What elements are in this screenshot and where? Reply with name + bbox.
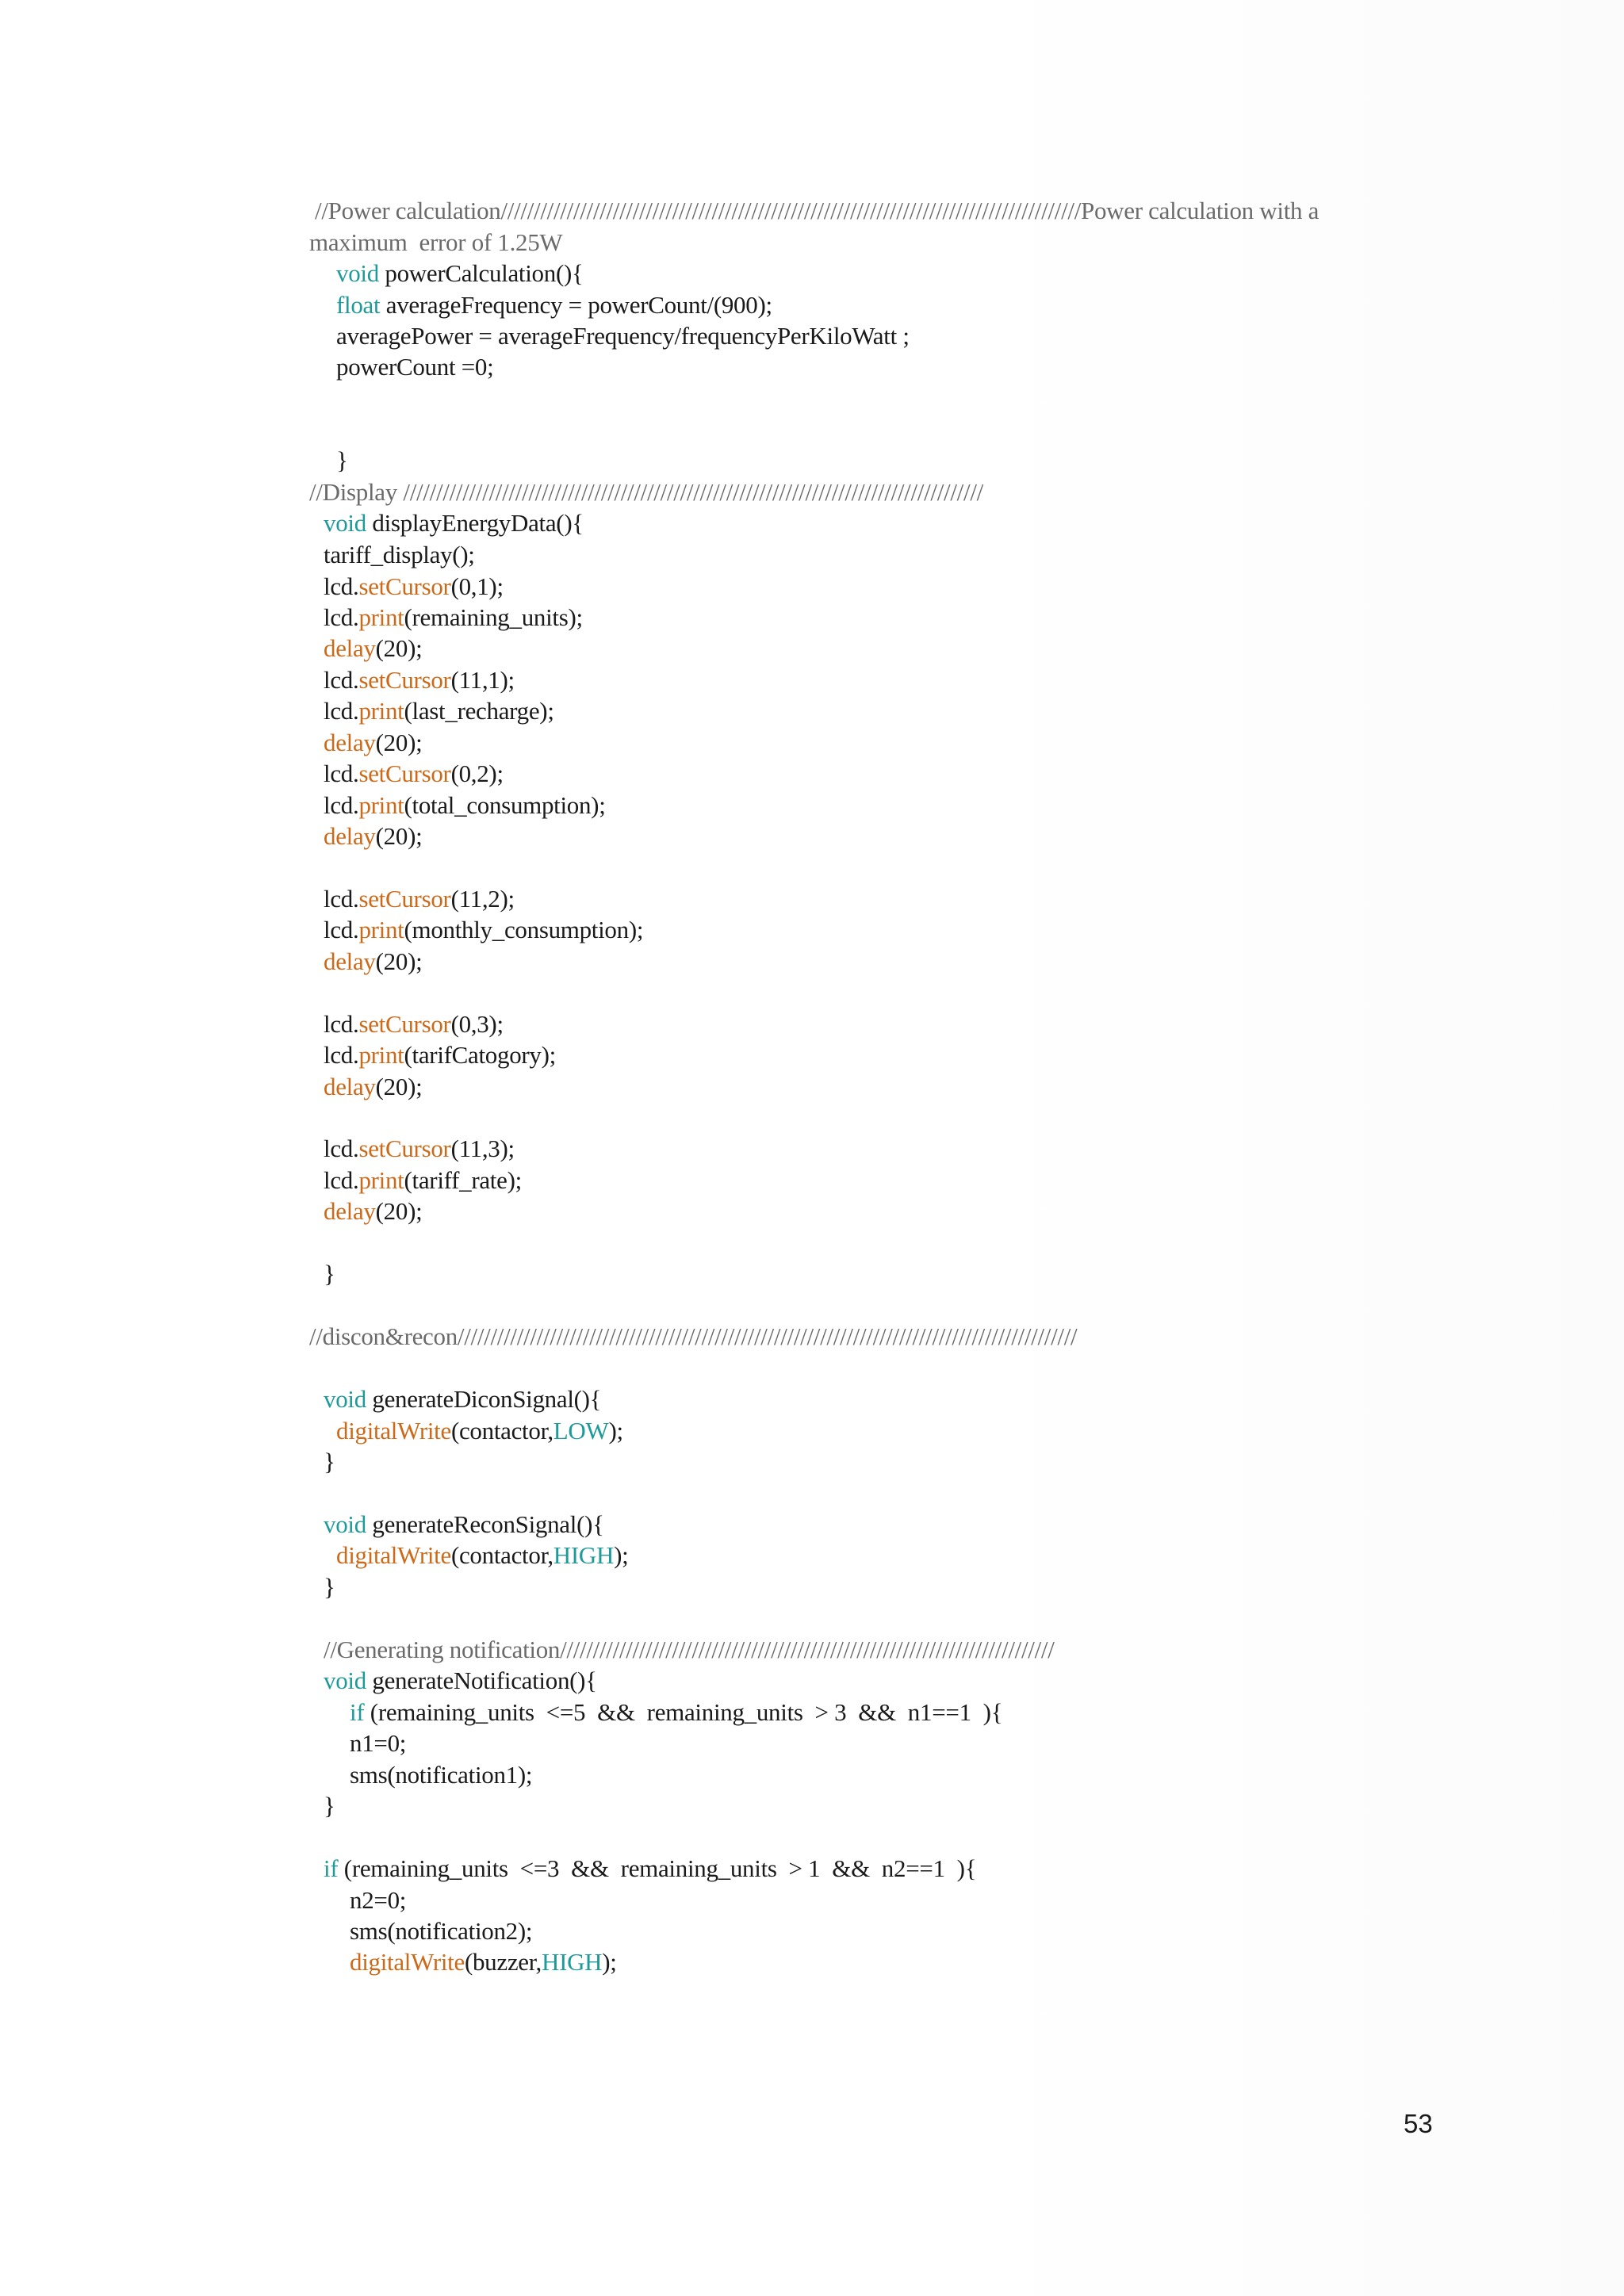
code-text: averageFrequency = powerCount/(900); [380, 291, 772, 319]
code-text: (tariff_rate); [404, 1166, 522, 1194]
code-function: setCursor [358, 1135, 451, 1162]
code-text: n1=0; [350, 1729, 407, 1757]
code-function: print [358, 1041, 404, 1069]
code-text: lcd. [324, 1010, 359, 1038]
code-line [324, 1665, 597, 1697]
code-text: (0,1); [450, 572, 504, 600]
page-number: 53 [1404, 2109, 1433, 2138]
code-text: (20); [375, 947, 423, 975]
code-text: (0,3); [450, 1010, 504, 1038]
code-text: lcd. [324, 1135, 359, 1162]
code-line [324, 507, 584, 539]
code-line [324, 602, 583, 633]
code-text: (20); [375, 729, 423, 756]
code-line [324, 883, 515, 915]
code-text: (remaining_units <=5 && remaining_units > 3 && n1==1 ){ [364, 1698, 1003, 1726]
code-function: print [358, 916, 404, 943]
code-line [324, 1039, 556, 1071]
code-text: (remaining_units <=3 && remaining_units > 1 && n2==1 ){ [338, 1854, 977, 1882]
code-function: digitalWrite [336, 1541, 451, 1569]
code-function: print [358, 791, 404, 819]
code-function: setCursor [358, 885, 451, 913]
code-text: generateDiconSignal(){ [366, 1385, 602, 1413]
code-keyword: if [350, 1698, 365, 1726]
code-line [309, 1321, 1077, 1353]
code-text: sms(notification2); [350, 1917, 533, 1945]
code-function: setCursor [358, 666, 451, 694]
code-keyword: float [336, 291, 381, 319]
code-text: n2=0; [350, 1886, 407, 1914]
code-line [324, 571, 504, 603]
code-text: (total_consumption); [404, 791, 606, 819]
code-line [324, 633, 422, 664]
code-text: displayEnergyData(){ [366, 509, 584, 537]
code-function: delay [324, 947, 376, 975]
code-line [336, 1415, 623, 1447]
code-text: (buzzer, [464, 1948, 542, 1976]
code-text: (11,2); [450, 885, 515, 913]
code-line [324, 1383, 601, 1415]
code-text: lcd. [324, 603, 359, 631]
code-line [324, 1071, 422, 1103]
code-comment: //Power calculation////////////////////////////////////////////////////////////////////////////////////////Power calculation with a [315, 197, 1320, 224]
code-text: (11,1); [450, 666, 515, 694]
code-text: (monthly_consumption); [404, 916, 644, 943]
code-keyword: HIGH [553, 1541, 615, 1569]
code-line [309, 227, 562, 258]
code-line [324, 946, 422, 978]
code-line [324, 758, 504, 790]
code-keyword: void [336, 259, 379, 287]
code-text: } [324, 1573, 335, 1601]
code-keyword: void [324, 1510, 366, 1538]
code-text: (11,3); [450, 1135, 515, 1162]
code-text: lcd. [324, 697, 359, 725]
code-function: delay [324, 822, 376, 850]
code-function: digitalWrite [350, 1948, 465, 1976]
code-line [324, 821, 422, 852]
code-text: (20); [375, 1073, 423, 1100]
code-line [324, 1196, 422, 1227]
code-text: (contactor, [450, 1541, 553, 1569]
code-line [324, 664, 515, 696]
code-line [324, 1446, 335, 1478]
code-line [324, 790, 606, 821]
code-keyword: void [324, 1667, 366, 1694]
code-text: lcd. [324, 916, 359, 943]
code-line [324, 1258, 335, 1290]
code-line [324, 695, 554, 727]
code-line [324, 1008, 504, 1040]
code-comment: //Generating notification/////////////////////////////////////////////////////////////////////////// [324, 1636, 1055, 1663]
code-line [336, 1540, 628, 1571]
code-keyword: if [324, 1854, 339, 1882]
code-line [336, 351, 493, 383]
code-text: tariff_display(); [324, 541, 475, 568]
code-line [350, 1915, 532, 1947]
code-text: (0,2); [450, 760, 504, 787]
code-line [336, 258, 584, 289]
code-text: lcd. [324, 1166, 359, 1194]
code-function: delay [324, 1073, 376, 1100]
code-text: } [324, 1792, 335, 1820]
code-text: } [336, 446, 348, 474]
code-text: lcd. [324, 885, 359, 913]
code-text: ); [608, 1417, 623, 1445]
code-function: print [358, 603, 404, 631]
code-function: setCursor [358, 572, 451, 600]
code-function: print [358, 1166, 404, 1194]
code-function: setCursor [358, 1010, 451, 1038]
code-line [350, 1697, 1002, 1728]
code-comment: maximum error of 1.25W [309, 228, 563, 256]
code-function: digitalWrite [336, 1417, 451, 1445]
code-line [336, 445, 348, 476]
code-text: (20); [375, 1197, 423, 1225]
code-text: generateNotification(){ [366, 1667, 597, 1694]
code-line [324, 914, 643, 946]
code-text: lcd. [324, 1041, 359, 1069]
code-text: } [324, 1448, 335, 1475]
code-text: ); [614, 1541, 629, 1569]
code-text: lcd. [324, 666, 359, 694]
code-keyword: void [324, 509, 366, 537]
code-text: (remaining_units); [404, 603, 583, 631]
code-line [324, 1790, 335, 1822]
code-text: (20); [375, 822, 423, 850]
code-line [324, 1634, 1055, 1666]
code-text: generateReconSignal(){ [366, 1510, 604, 1538]
code-line [350, 1946, 617, 1978]
code-line [336, 320, 910, 352]
code-text: lcd. [324, 572, 359, 600]
code-line [350, 1885, 406, 1916]
code-line [324, 1853, 976, 1885]
code-line [350, 1728, 406, 1759]
code-keyword: LOW [553, 1417, 609, 1445]
code-text: (20); [375, 634, 423, 662]
code-line [324, 1509, 604, 1540]
code-text: } [324, 1260, 335, 1288]
code-line [324, 727, 422, 759]
code-line [324, 539, 475, 571]
code-line [324, 1165, 522, 1196]
code-text: lcd. [324, 791, 359, 819]
code-text: (last_recharge); [404, 697, 554, 725]
code-line [336, 289, 772, 321]
code-comment: //Display //////////////////////////////////////////////////////////////////////////////////////// [309, 478, 983, 506]
code-function: delay [324, 634, 376, 662]
code-text: lcd. [324, 760, 359, 787]
code-comment: //discon&recon////////////////////////////////////////////////////////////////////////////////////////////// [309, 1322, 1078, 1350]
code-function: print [358, 697, 404, 725]
code-function: delay [324, 1197, 376, 1225]
code-text: averagePower = averageFrequency/frequencyPerKiloWatt ; [336, 322, 910, 350]
code-text: powerCalculation(){ [378, 259, 584, 287]
code-line [324, 1571, 335, 1603]
code-keyword: HIGH [541, 1948, 603, 1976]
code-text: sms(notification1); [350, 1761, 533, 1789]
code-text: ); [602, 1948, 617, 1976]
code-function: setCursor [358, 760, 451, 787]
code-text: (contactor, [450, 1417, 553, 1445]
code-text: powerCount =0; [336, 353, 494, 381]
code-line [324, 1133, 515, 1165]
code-function: delay [324, 729, 376, 756]
code-line [350, 1759, 532, 1791]
code-text: (tarifCatogory); [404, 1041, 556, 1069]
code-line [309, 476, 983, 508]
code-line [315, 195, 1319, 227]
code-keyword: void [324, 1385, 366, 1413]
